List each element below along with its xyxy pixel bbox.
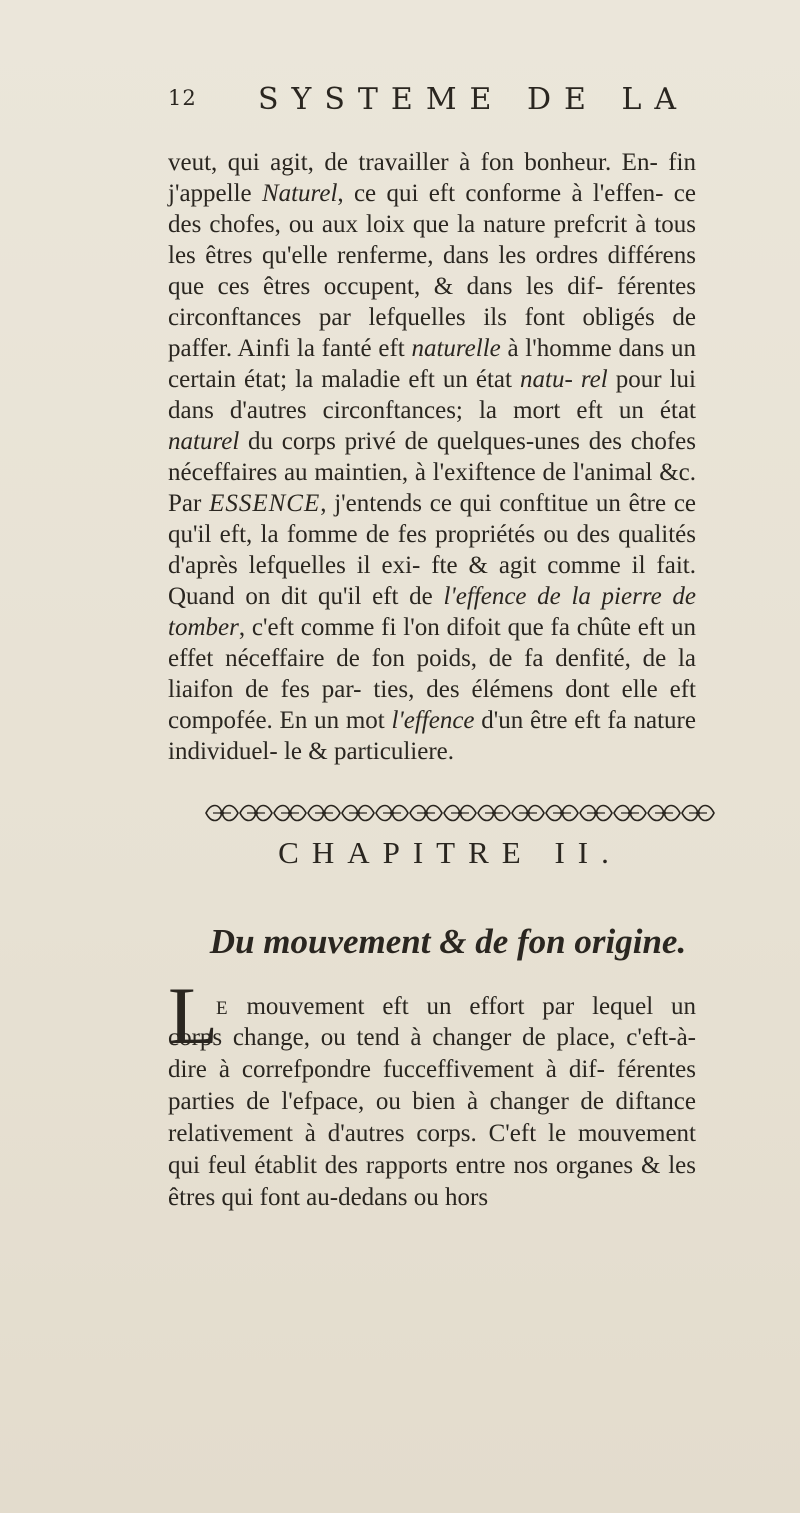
text-segment: à l'homme dans un certain état; la maladie eft un état — [168, 335, 697, 393]
running-head: SYSTEME DE LA — [258, 82, 690, 117]
term-naturel: Naturel — [261, 180, 338, 207]
term-naturel-2: natu- rel — [520, 366, 608, 393]
page-header — [158, 82, 718, 122]
ornament-band — [205, 802, 715, 824]
paragraph-essence — [168, 147, 696, 767]
first-line-cap: E — [216, 998, 229, 1019]
page-number: 12 — [168, 86, 197, 110]
term-naturel-3: naturel — [168, 428, 240, 455]
chapter-body — [168, 970, 696, 1453]
term-naturelle: naturelle — [411, 335, 501, 362]
text-segment: , j'entends ce qui conftitue un être ce qu'il eft, la fomme de fes propriétés ou des qualités d'après lefquelles il exi- fte & agit comme il fait. Quand on dit qu'il eft de — [168, 490, 697, 610]
chapter-first-line — [216, 991, 696, 1024]
term-essence-pierre: l'effence de la pierre de tomber — [168, 583, 696, 641]
text-segment: , c'eft comme fi l'on difoit que fa chûte eft un effet néceffaire de fon poids, de fa denfité, de la liaifon de fes par- ties, des élémens dont elle eft compofée. En un mot — [168, 614, 696, 734]
drop-cap: L — [168, 970, 219, 1061]
chapter-paragraph: corps change, ou tend à changer de place, c'eft-à-dire à correfpondre fucceffivement à dif- férentes parties de l'efpace, ou bien à changer de diftance relativement à d'autres corps. C'eft le mouvement qui feul établit des rapports entre nos organes & les êtres qui font au-dedans ou hors — [168, 1024, 696, 1211]
text-segment: veut, qui agit, de travailler à fon bonheur. En- fin j'appelle — [168, 149, 696, 207]
term-essence-2: l'effence — [391, 707, 475, 734]
first-line-text: mouvement eft un effort par lequel un — [228, 993, 696, 1020]
text-segment: pour lui dans d'autres circonftances; la mort eft un état — [168, 366, 697, 424]
text-segment: d'un être eft fa nature individuel- le & particuliere. — [168, 707, 696, 765]
chapter-heading: CHAPITRE II. — [278, 835, 622, 870]
chapter-subtitle: Du mouvement & de fon origine. — [209, 922, 687, 961]
text-segment: du corps privé de quelques-unes des chofes néceffaires au maintien, à l'exiftence de l'animal &c. Par — [168, 428, 696, 517]
text-segment: , ce qui eft conforme à l'effen- ce des chofes, ou aux loix que la nature prefcrit à tous les êtres qu'elle renferme, dans les ordres différens que ces êtres occupent, & dans les dif- férentes circonftances par lefquelles ils font obligés de paffer. Ainfi la fanté eft — [168, 180, 696, 362]
term-essence: ESSENCE — [209, 490, 321, 517]
